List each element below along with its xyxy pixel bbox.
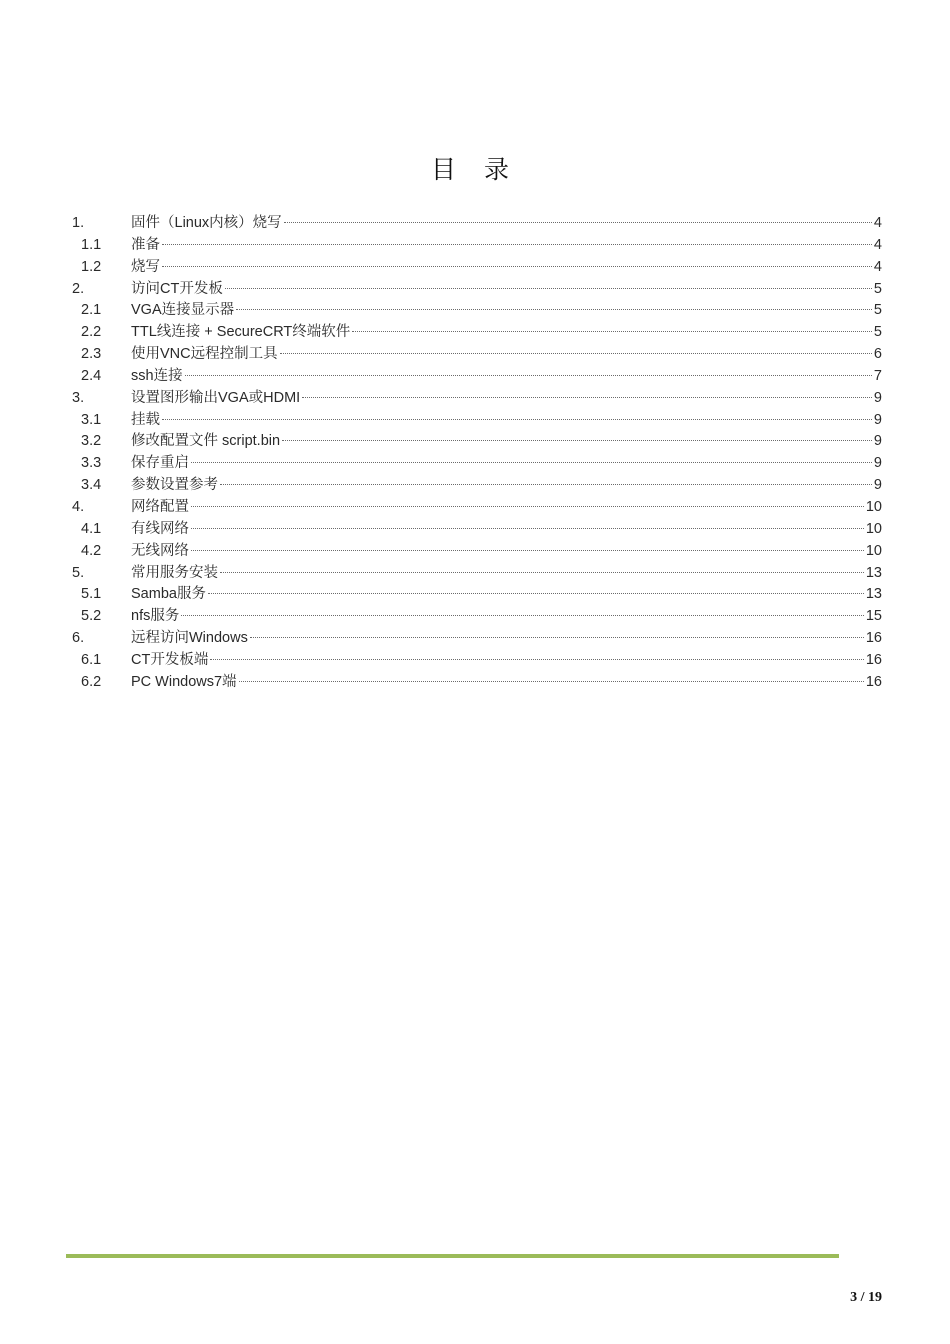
toc-entry[interactable] <box>72 388 882 410</box>
toc-entry-page: 13 <box>865 564 882 581</box>
toc-entry-number: 3.3 <box>81 455 102 472</box>
toc-entry-number: 2.3 <box>81 346 102 363</box>
toc-entry-page: 9 <box>873 477 882 494</box>
toc-entry-number: 1.1 <box>81 236 102 253</box>
toc-entry-number: 2.1 <box>81 302 102 319</box>
toc-entry[interactable] <box>72 584 882 606</box>
toc-entry-number: 6.2 <box>81 673 102 690</box>
toc-dot-leader <box>239 681 864 682</box>
toc-entry-page: 9 <box>873 411 882 428</box>
toc-entry[interactable] <box>72 431 882 453</box>
toc-entry-number: 2. <box>72 280 85 297</box>
toc-dot-leader <box>210 659 864 660</box>
toc-entry-page: 5 <box>873 324 882 341</box>
toc-entry-number: 5.1 <box>81 586 102 603</box>
toc-entry-number: 5.2 <box>81 608 102 625</box>
toc-entry-title: TTL线连接 + SecureCRT终端软件 <box>131 324 351 341</box>
toc-entry-title: CT开发板端 <box>131 651 209 668</box>
toc-entry-page: 13 <box>865 586 882 603</box>
toc-entry-page: 9 <box>873 389 882 406</box>
toc-dot-leader <box>162 419 872 420</box>
toc-entry-page: 5 <box>873 280 882 297</box>
toc-dot-leader <box>208 593 864 594</box>
toc-entry-number: 3.4 <box>81 477 102 494</box>
toc-entry-page: 15 <box>865 608 882 625</box>
toc-dot-leader <box>191 462 872 463</box>
toc-entry-title: 有线网络 <box>131 520 189 537</box>
toc-entry-number: 4.2 <box>81 542 102 559</box>
toc-dot-leader <box>352 331 872 332</box>
toc-dot-leader <box>162 244 872 245</box>
toc-dot-leader <box>162 266 872 267</box>
toc-entry[interactable] <box>72 672 882 694</box>
toc-entry[interactable] <box>72 300 882 322</box>
toc-entry-number: 2.4 <box>81 367 102 384</box>
toc-entry-title: 网络配置 <box>131 498 189 515</box>
toc-entry-page: 4 <box>873 258 882 275</box>
toc-entry-title: VGA连接显示器 <box>131 302 235 319</box>
toc-entry-title: Samba服务 <box>131 586 206 603</box>
toc-entry[interactable] <box>72 453 882 475</box>
toc-dot-leader <box>185 375 872 376</box>
toc-entry-page: 9 <box>873 455 882 472</box>
toc-entry-title: 访问CT开发板 <box>131 280 223 297</box>
toc-entry[interactable] <box>72 235 882 257</box>
table-of-contents <box>72 213 882 694</box>
toc-entry-number: 6.1 <box>81 651 102 668</box>
toc-dot-leader <box>225 288 872 289</box>
toc-entry-page: 16 <box>865 630 882 647</box>
toc-entry-title: 固件（Linux内核）烧写 <box>131 215 282 231</box>
toc-entry-page: 16 <box>865 673 882 690</box>
toc-entry-page: 10 <box>865 520 882 537</box>
toc-entry[interactable] <box>72 541 882 563</box>
toc-dot-leader <box>220 484 872 485</box>
toc-entry-title: 使用VNC远程控制工具 <box>131 346 278 363</box>
toc-entry[interactable] <box>72 410 882 432</box>
toc-entry-title: 修改配置文件 script.bin <box>131 433 281 450</box>
toc-dot-leader <box>191 506 864 507</box>
toc-entry[interactable] <box>72 322 882 344</box>
toc-entry-title: 无线网络 <box>131 542 189 559</box>
toc-entry-number: 3.2 <box>81 433 102 450</box>
toc-dot-leader <box>280 353 872 354</box>
toc-dot-leader <box>250 637 864 638</box>
toc-entry[interactable] <box>72 563 882 585</box>
toc-entry-title: 烧写 <box>131 258 160 275</box>
toc-entry[interactable] <box>72 257 882 279</box>
toc-entry-number: 3. <box>72 389 85 406</box>
toc-entry[interactable] <box>72 279 882 301</box>
toc-dot-leader <box>284 222 872 223</box>
toc-entry-number: 3.1 <box>81 411 102 428</box>
page-title: 目 录 <box>431 155 519 184</box>
toc-entry[interactable] <box>72 475 882 497</box>
toc-entry-number: 4. <box>72 498 85 515</box>
toc-entry-number: 4.1 <box>81 520 102 537</box>
toc-entry[interactable] <box>72 344 882 366</box>
toc-entry-number: 1. <box>72 215 85 231</box>
toc-entry-title: ssh连接 <box>131 367 183 384</box>
toc-entry-page: 9 <box>873 433 882 450</box>
toc-entry[interactable] <box>72 519 882 541</box>
page-number: 3 / 19 <box>850 1290 882 1305</box>
toc-entry-title: PC Windows7端 <box>131 673 237 690</box>
toc-entry-title: 参数设置参考 <box>131 477 218 494</box>
toc-entry[interactable] <box>72 650 882 672</box>
toc-dot-leader <box>191 550 864 551</box>
toc-entry[interactable] <box>72 497 882 519</box>
toc-entry-title: 保存重启 <box>131 455 189 472</box>
toc-entry-page: 10 <box>865 498 882 515</box>
toc-entry-page: 4 <box>873 236 882 253</box>
toc-dot-leader <box>181 615 864 616</box>
toc-entry-title: 设置图形输出VGA或HDMI <box>131 389 301 406</box>
toc-entry-number: 1.2 <box>81 258 102 275</box>
toc-dot-leader <box>282 440 872 441</box>
toc-entry-number: 2.2 <box>81 324 102 341</box>
footer-rule <box>66 1254 839 1258</box>
toc-entry-title: 远程访问Windows <box>131 630 248 647</box>
toc-dot-leader <box>302 397 872 398</box>
toc-entry-number: 5. <box>72 564 85 581</box>
toc-entry-page: 5 <box>873 302 882 319</box>
toc-entry-page: 16 <box>865 651 882 668</box>
toc-entry-page: 6 <box>873 346 882 363</box>
toc-entry-number: 6. <box>72 630 85 647</box>
toc-dot-leader <box>191 528 864 529</box>
toc-entry[interactable] <box>72 628 882 650</box>
toc-entry[interactable] <box>72 366 882 388</box>
toc-entry-title: nfs服务 <box>131 608 180 625</box>
toc-entry-page: 10 <box>865 542 882 559</box>
toc-entry-page: 7 <box>873 367 882 384</box>
toc-entry[interactable] <box>72 213 882 235</box>
toc-dot-leader <box>236 309 872 310</box>
toc-entry-page: 4 <box>873 215 882 231</box>
toc-entry-title: 准备 <box>131 236 160 253</box>
toc-entry-title: 常用服务安装 <box>131 564 218 581</box>
toc-entry[interactable] <box>72 606 882 628</box>
toc-dot-leader <box>220 572 864 573</box>
toc-entry-title: 挂载 <box>131 411 160 428</box>
